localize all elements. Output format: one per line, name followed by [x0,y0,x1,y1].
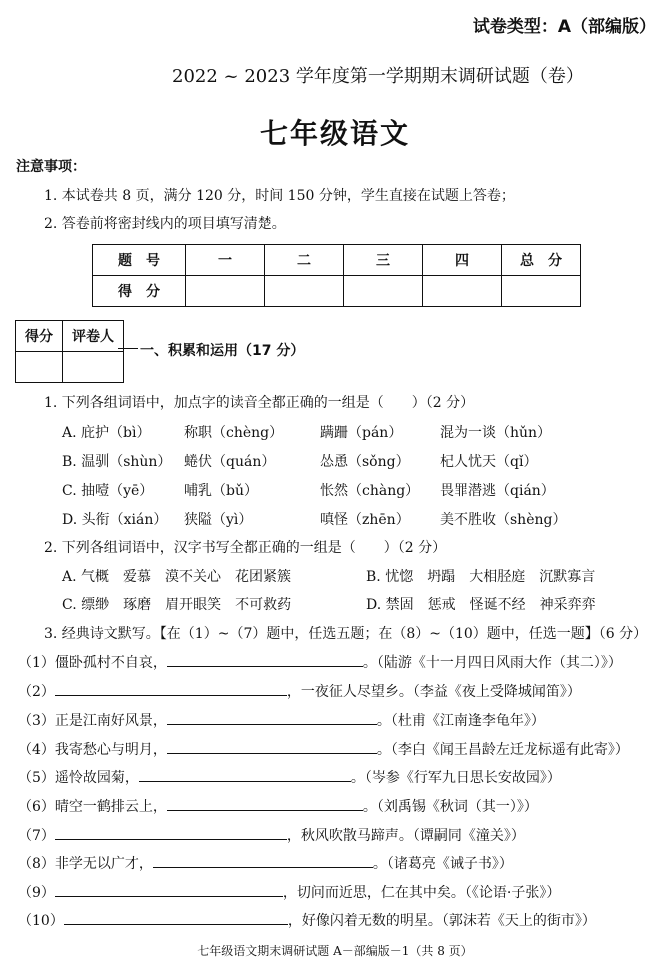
q1-option-c3: 怅然（chàng） [320,483,420,499]
q3-item-post: 。（刘禹锡《秋词（其一）》） [362,799,538,815]
q3-item-post: ，秋风吹散马蹄声。（谭嗣同《潼关》） [286,828,525,844]
score-input-cell[interactable] [186,276,265,307]
answer-blank[interactable] [55,681,287,696]
table-cell: 得 分 [93,276,186,307]
table-row [93,276,581,307]
q3-item-pre: （5）遥怜故园菊， [18,770,139,786]
q1-option-d2: 狭隘（yì） [184,512,253,528]
answer-blank[interactable] [55,825,287,840]
q3-item-9 [18,882,560,902]
q3-item-post: ，切问而近思，仁在其中矣。（《论语·子张》） [282,885,561,901]
q1-option-c4: 畏罪潜逃（qián） [440,483,555,499]
divider [118,348,138,349]
q3-item-post: 。（李白《闻王昌龄左迁龙标遥有此寄》） [376,742,629,758]
table-cell: 评卷人 [63,321,124,352]
q3-item-post: 。（杜甫《江南逢李龟年》） [376,713,545,729]
q3-item-pre: （1）僵卧孤村不自哀， [18,655,167,671]
table-cell: 总 分 [502,245,581,276]
q1-stem: 1. 下列各组词语中，加点字的读音全都正确的一组是（ ）（2 分） [44,395,475,411]
paper-type: 试卷类型：A（部编版） [472,17,656,37]
q2-option-b: B. 忧惚 坍蹋 大相胫庭 沉默寡言 [366,569,596,585]
q3-item-6 [18,796,538,816]
q1-option-d1: D. 头衔（xián） [62,512,168,528]
answer-blank[interactable] [153,853,373,868]
answer-blank[interactable] [64,910,288,925]
q3-item-pre: （8）非学无以广才， [18,856,153,872]
q1-option-d4: 美不胜收（shèng） [440,512,567,528]
q2-option-a: A. 气概 爱慕 漠不关心 花团紧簇 [62,569,292,585]
q3-stem: 3. 经典诗文默写。【在（1）~（7）题中，任选五题；在（8）~（10）题中，任选一题】（6 分） [44,626,648,642]
page-footer: 七年级语文期末调研试题 A－部编版－1（共 8 页） [197,944,473,958]
q1-option-c2: 哺乳（bǔ） [184,483,258,499]
notice-label: 注意事项： [16,159,86,175]
grader-box [15,320,124,383]
answer-blank[interactable] [139,767,351,782]
notice-item-2: 2. 答卷前将密封线内的项目填写清楚。 [44,216,286,232]
score-input-cell[interactable] [502,276,581,307]
section1-title: 一、积累和运用（17 分） [140,343,305,359]
q1-option-a3: 蹒跚（pán） [320,425,403,441]
q3-item-pre: （4）我寄愁心与明月， [18,742,167,758]
table-cell: 二 [265,245,344,276]
q3-item-pre: （6）晴空一鹤排云上， [18,799,167,815]
table-row [93,245,581,276]
score-input-cell[interactable] [265,276,344,307]
q3-item-pre: （9） [18,885,55,901]
q3-item-7 [18,825,525,845]
score-table [92,244,581,307]
table-cell: 题 号 [93,245,186,276]
q3-item-pre: （7） [18,828,55,844]
q2-option-c: C. 缥缈 琢磨 眉开眼笑 不可救药 [62,597,292,613]
q3-item-pre: （10） [18,913,64,929]
answer-blank[interactable] [55,882,283,897]
q3-item-post: ，一夜征人尽望乡。（李益《夜上受降城闻笛》） [286,684,581,700]
answer-blank[interactable] [167,739,377,754]
notice-item-1: 1. 本试卷共 8 页，满分 120 分，时间 150 分钟，学生直接在试题上答卷； [44,188,515,204]
table-cell: 三 [344,245,423,276]
q1-option-d3: 嗔怪（zhēn） [320,512,410,528]
answer-blank[interactable] [167,796,363,811]
table-cell: 得分 [16,321,63,352]
table-row [16,321,124,352]
table-cell: 一 [186,245,265,276]
q3-item-5 [18,767,561,787]
q3-item-3 [18,710,545,730]
q2-stem: 2. 下列各组词语中，汉字书写全都正确的一组是（ ）（2 分） [44,540,447,556]
score-input-cell[interactable] [423,276,502,307]
q1-option-a4: 混为一谈（hǔn） [440,425,552,441]
q3-item-1 [18,652,622,672]
q3-item-post: 。（诸葛亮《诫子书》） [372,856,513,872]
q3-item-post: 。（岑参《行军九日思长安故园》） [350,770,561,786]
q3-item-pre: （3）正是江南好风景， [18,713,167,729]
score-input-cell[interactable] [16,352,63,383]
grader-input-cell[interactable] [63,352,124,383]
table-row [16,352,124,383]
score-input-cell[interactable] [344,276,423,307]
q2-option-d: D. 禁固 惩戒 怪诞不经 神采弈弈 [366,597,596,613]
q1-option-b4: 杞人忧天（qǐ） [440,454,538,470]
q3-item-4 [18,739,629,759]
q3-item-post: ，好像闪着无数的明星。（郭沫若《天上的街市》） [287,913,596,929]
table-cell: 四 [423,245,502,276]
q1-option-c1: C. 抽噎（yē） [62,483,154,499]
q1-option-a1: A. 庇护（bì） [62,425,151,441]
answer-blank[interactable] [167,710,377,725]
answer-blank[interactable] [167,652,363,667]
q1-option-a2: 称职（chèng） [184,425,284,441]
q3-item-post: 。（陆游《十一月四日风雨大作（其二）》） [362,655,622,671]
q1-option-b1: B. 温驯（shùn） [62,454,172,470]
q3-item-8 [18,853,513,873]
q3-item-2 [18,681,581,701]
subject-title: 七年级语文 [259,117,410,150]
q1-option-b3: 怂恿（sǒng） [320,454,410,470]
q3-item-pre: （2） [18,684,55,700]
q1-option-b2: 蜷伏（quán） [184,454,276,470]
q3-item-10 [18,910,596,930]
exam-title: 2022 ~ 2023 学年度第一学期期末调研试题（卷） [172,66,584,87]
